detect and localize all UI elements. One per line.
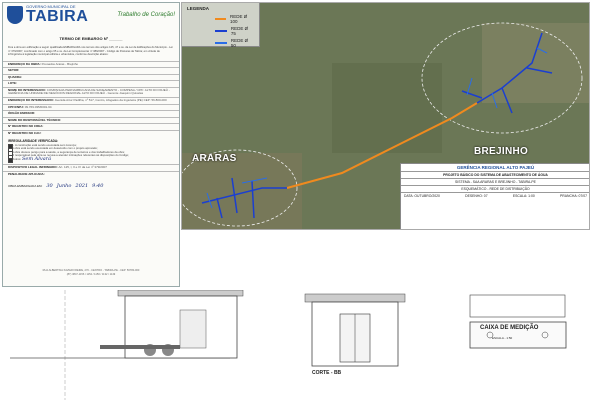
- field-row: QUADRA:: [3, 74, 179, 81]
- date-label: OBRA EMBARGADA EM:: [8, 184, 43, 189]
- tb-system: SISTEMA - SAA ARARAS E BREJINHO - TABIRA-PE: [401, 179, 590, 186]
- field-row: ÓRGÃO EMISSOR:: [3, 110, 179, 117]
- document-footer: RUA ALBERTINA XAVIER FREIRE, 270 - CENTRO - TABIRA-PE - CEP: 56780-000 (87) 3847-1156 / 1152 / 1150 / 1132 / 1149: [42, 269, 140, 276]
- logo-area: [3, 3, 179, 27]
- fields-list: [3, 61, 179, 137]
- technical-drawings: [0, 290, 591, 400]
- legal-row: DISPOSITIVO LEGAL INFRINGIDO: Art. 125, I, II e IV da Lei nº 379/2007: [3, 164, 179, 171]
- legend-item: REDE Ø 100: [215, 14, 254, 24]
- date-month: Junho: [56, 183, 72, 190]
- penalty-row: PENALIDADE APLICADA:: [3, 171, 179, 178]
- irregularities-title: IRREGULARIDADE VERIFICADA:: [8, 138, 59, 143]
- tb-gerencia: GERÊNCIA REGIONAL ALTO PAJEÚ: [401, 164, 590, 172]
- field-row: ENDEREÇO DO INTERESSADO: Avenida Artur Padilha, nº 517, Centro, Afogados da Ingazeira (PE) CEP: 56.800-000: [3, 97, 179, 104]
- field-row: NOME DO INTERESSADO: COMPANHIA PERNAMBUCANA DE SANEAMENTO - COMPESA / CPF: ALTO DO PAJEÚ - GERÊNCIA DE UNIDADE DE NEGÓCIOS REGIONAL ALTO DO PAJEÚ - Gerente Joaquim Quixelas: [3, 87, 179, 97]
- checkbox-item: 1. A construção está sendo executada sem Licença;: [3, 144, 179, 148]
- intro-paragraph: Fica a obra em edificação a seguir qualificada EMBARGADA nos termos dos artigos 125, 47 e ss. da Lei de Edificações do Município - Lei nº 379/2007, combinado com o artigo 65 e ss. da Lei Complementar nº 389/2007 - Código de Posturas de Tabira; em virtude de infringência à legislação municipal edilícia e urbanística, conforme descrição abaixo:: [8, 46, 173, 56]
- tb-sheet: ESQUEMÁTICO - REDE DE DISTRIBUIÇÃO: [401, 186, 590, 193]
- network-map: [181, 2, 590, 230]
- line-swatch-icon: [215, 42, 227, 44]
- drawing-canvas: [0, 290, 591, 400]
- handwritten-other: Sem Alvará: [21, 155, 52, 162]
- field-row: SETOR:: [3, 67, 179, 74]
- date-day: 30: [46, 183, 53, 190]
- map-legend: [182, 3, 260, 47]
- legend-item: REDE Ø 50: [215, 38, 254, 48]
- checkbox-item: Outros: Sem Alvará: [3, 158, 179, 162]
- field-row: NOME DO RESPONSÁVEL TÉCNICO:: [3, 117, 179, 124]
- date-row: [3, 177, 179, 189]
- corte-label: CORTE - BB: [312, 370, 342, 376]
- document-title: TERMO DE EMBARGO Nº ______: [59, 36, 123, 41]
- line-swatch-icon: [215, 18, 226, 20]
- field-row: Nº REGISTRO NO CREA:: [3, 123, 179, 130]
- crest-icon: [7, 6, 23, 24]
- field-row: LOTE:: [3, 80, 179, 87]
- place-label-brejinho: BREJINHO: [474, 146, 529, 157]
- field-row: CPF/CNPJ: 09.769.035/0001-64: [3, 104, 179, 111]
- place-label-araras: ARARAS: [192, 153, 237, 164]
- logo-small-text: GOVERNO MUNICIPAL DE: [26, 4, 76, 9]
- legend-title: LEGENDA: [187, 6, 210, 11]
- field-row: ENDEREÇO DA OBRA: Povoados Araras - Brejinho: [3, 61, 179, 68]
- checkbox-item: A obra oferece perigo para a saúde, a segurança de terceiros e dos trabalhadores da obra;: [3, 151, 179, 155]
- checkbox-item: A obra está sendo executada em desacordo com o projeto aprovado;: [3, 147, 179, 151]
- tb-info-row: DATA: OUTUBRO/2020 DESENHO: 07 ESCALA: 1:00 PRANCHA: 07/07: [404, 194, 587, 198]
- tb-project: PROJETO BÁSICO DO SISTEMA DE ABASTECIMENTO DE ÁGUA: [401, 172, 590, 179]
- line-swatch-icon: [215, 30, 227, 32]
- escala-label: ESCALA - 1:50: [492, 336, 513, 340]
- logo-name: TABIRA: [26, 8, 89, 25]
- caixa-label: CAIXA DE MEDIÇÃO: [480, 325, 539, 331]
- date-time: 9:40: [92, 183, 104, 190]
- date-year: 2021: [75, 183, 89, 190]
- tagline: Trabalho de Coração!: [117, 12, 175, 18]
- title-block: [400, 163, 590, 230]
- legend-item: REDE Ø 75: [215, 26, 254, 36]
- embargo-document: [2, 2, 180, 287]
- field-row: Nº REGISTRO NO CAU:: [3, 130, 179, 137]
- checkbox-item: O responsável pela obra se recusa a atender intimações referentes às disposições do Código;: [3, 154, 179, 158]
